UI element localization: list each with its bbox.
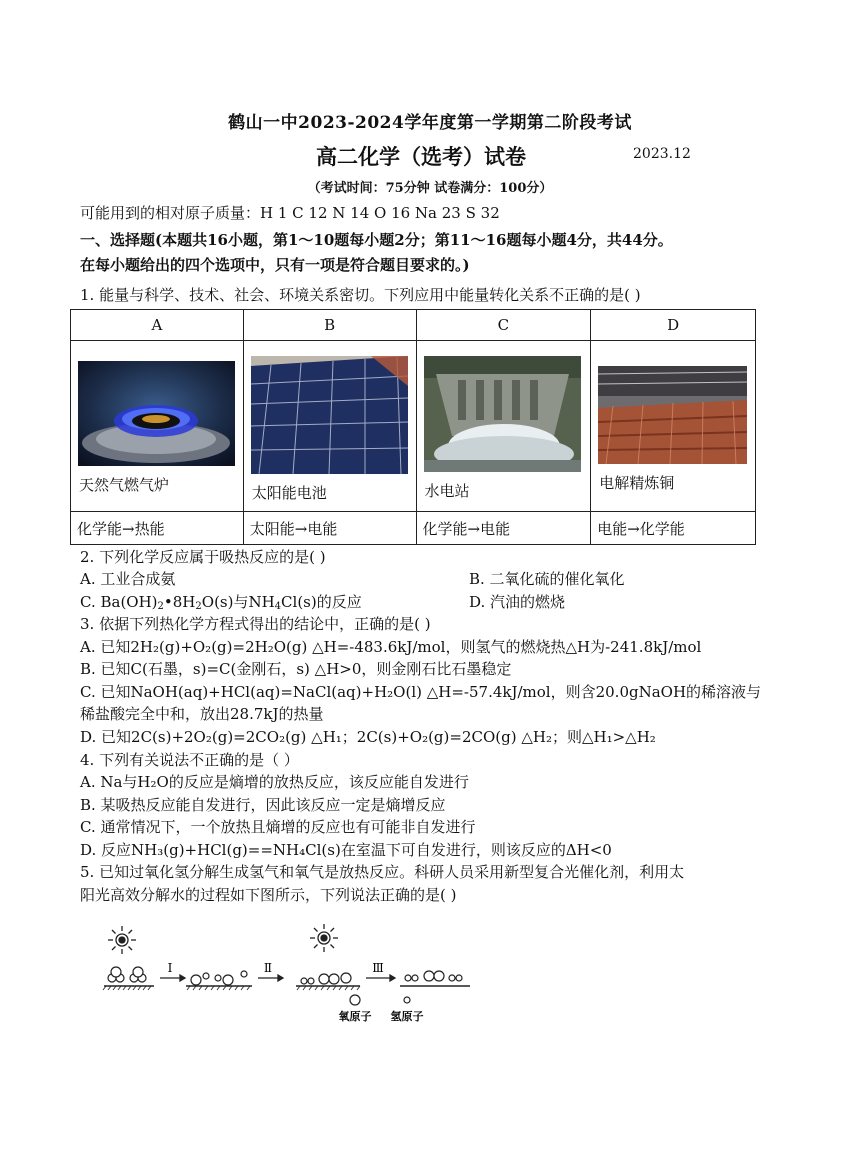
q1-conversion: 化学能→热能	[71, 512, 244, 545]
q1-col-letter: B	[243, 310, 416, 341]
q3-option-d: D. 已知2C(s)+2O₂(g)=2CO₂(g) △H₁；2C(s)+O₂(g)=2CO(g) △H₂；则△H₁>△H₂	[80, 728, 656, 746]
q1-col-letter: A	[71, 310, 244, 341]
q3-option-b: B. 已知C(石墨，s)=C(金刚石，s) △H>0，则金刚石比石墨稳定	[80, 660, 512, 678]
q1-conversion: 太阳能→电能	[243, 512, 416, 545]
legend-oxygen: 氧原子	[338, 1010, 372, 1023]
section1-heading-line2: 在每小题给出的四个选项中，只有一项是符合题目要求的。)	[80, 256, 470, 274]
q1-cell-d	[591, 341, 756, 512]
q4-option-b: B. 某吸热反应能自发进行，因此该反应一定是熵增反应	[80, 796, 446, 814]
sun-icon	[310, 924, 338, 952]
exam-title: 高二化学（选考）试卷	[316, 144, 526, 169]
solar-panel-photo	[251, 356, 408, 474]
exam-info: （考试时间：75分钟 试卷满分：100分）	[307, 181, 553, 196]
q2-option-b: B. 二氧化硫的催化氧化	[469, 570, 625, 588]
q5-stem-line2: 阳光高效分解水的过程如下图所示，下列说法正确的是( )	[80, 886, 457, 904]
q1-cell-c	[416, 341, 591, 512]
q1-col-letter: D	[591, 310, 756, 341]
q2-option-d: D. 汽油的燃烧	[469, 593, 566, 611]
q1-cell-a	[71, 341, 244, 512]
hydropower-dam-photo	[424, 356, 581, 472]
hydrogen-atom-symbol	[404, 997, 410, 1003]
q4-option-a: A. Na与H₂O的反应是熵增的放热反应，该反应能自发进行	[80, 773, 469, 791]
q1-table	[70, 309, 756, 545]
sun-icon	[108, 926, 136, 954]
step-label: Ⅰ	[167, 961, 173, 975]
q1-stem: 1. 能量与科学、技术、社会、环境关系密切。下列应用中能量转化关系不正确的是( )	[80, 286, 641, 304]
legend-hydrogen: 氢原子	[390, 1010, 424, 1023]
oxygen-atom-symbol	[350, 995, 360, 1005]
q4-stem: 4. 下列有关说法不正确的是（ ）	[80, 751, 299, 769]
q2-option-a: A. 工业合成氨	[80, 570, 176, 588]
q1-caption: 天然气燃气炉	[79, 476, 170, 494]
q4-option-c: C. 通常情况下，一个放热且熵增的反应也有可能非自发进行	[80, 818, 476, 836]
atomic-masses: 可能用到的相对原子质量：H 1 C 12 N 14 O 16 Na 23 S 32	[80, 204, 500, 222]
q1-caption: 电解精炼铜	[599, 474, 675, 492]
q5-stem-line1: 5. 已知过氧化氢分解生成氢气和氧气是放热反应。科研人员采用新型复合光催化剂，利用太	[80, 863, 685, 881]
gas-stove-photo	[78, 361, 235, 466]
q1-caption: 太阳能电池	[251, 484, 327, 502]
step-label: Ⅱ	[263, 961, 273, 975]
exam-date: 2023.12	[633, 146, 691, 162]
step-label: Ⅲ	[372, 961, 384, 975]
q2-option-c: C. $Ba(OH)_2•8H_2O(s)$与$NH_4Cl(s)$的反应	[80, 593, 362, 612]
q3-option-c-line2: 稀盐酸完全中和，放出28.7kJ的热量	[80, 705, 324, 723]
q2-stem: 2. 下列化学反应属于吸热反应的是( )	[80, 548, 326, 566]
q3-stem: 3. 依据下列热化学方程式得出的结论中，正确的是( )	[80, 615, 431, 633]
q1-caption: 水电站	[424, 482, 470, 500]
q4-option-d: D. 反应NH₃(g)+HCl(g)==NH₄Cl(s)在室温下可自发进行，则该反应的ΔH<0	[80, 841, 612, 859]
q1-conversion: 化学能→电能	[416, 512, 591, 545]
q1-cell-b	[243, 341, 416, 512]
q3-option-a: A. 已知2H₂(g)+O₂(g)=2H₂O(g) △H=-483.6kJ/mol，则氢气的燃烧热△H为-241.8kJ/mol	[80, 638, 702, 656]
photocatalysis-diagram	[98, 922, 478, 1032]
copper-refining-photo	[598, 366, 747, 464]
q1-col-letter: C	[416, 310, 591, 341]
school-title: 鹤山一中2023-2024学年度第一学期第二阶段考试	[228, 113, 632, 133]
section1-heading-line1: 一、选择题(本题共16小题，第1～10题每小题2分；第11～16题每小题4分，共44分。	[80, 231, 673, 249]
q1-conversion: 电能→化学能	[591, 512, 756, 545]
q3-option-c-line1: C. 已知NaOH(aq)+HCl(aq)=NaCl(aq)+H₂O(l) △H=-57.4kJ/mol，则含20.0gNaOH的稀溶液与	[80, 683, 762, 701]
